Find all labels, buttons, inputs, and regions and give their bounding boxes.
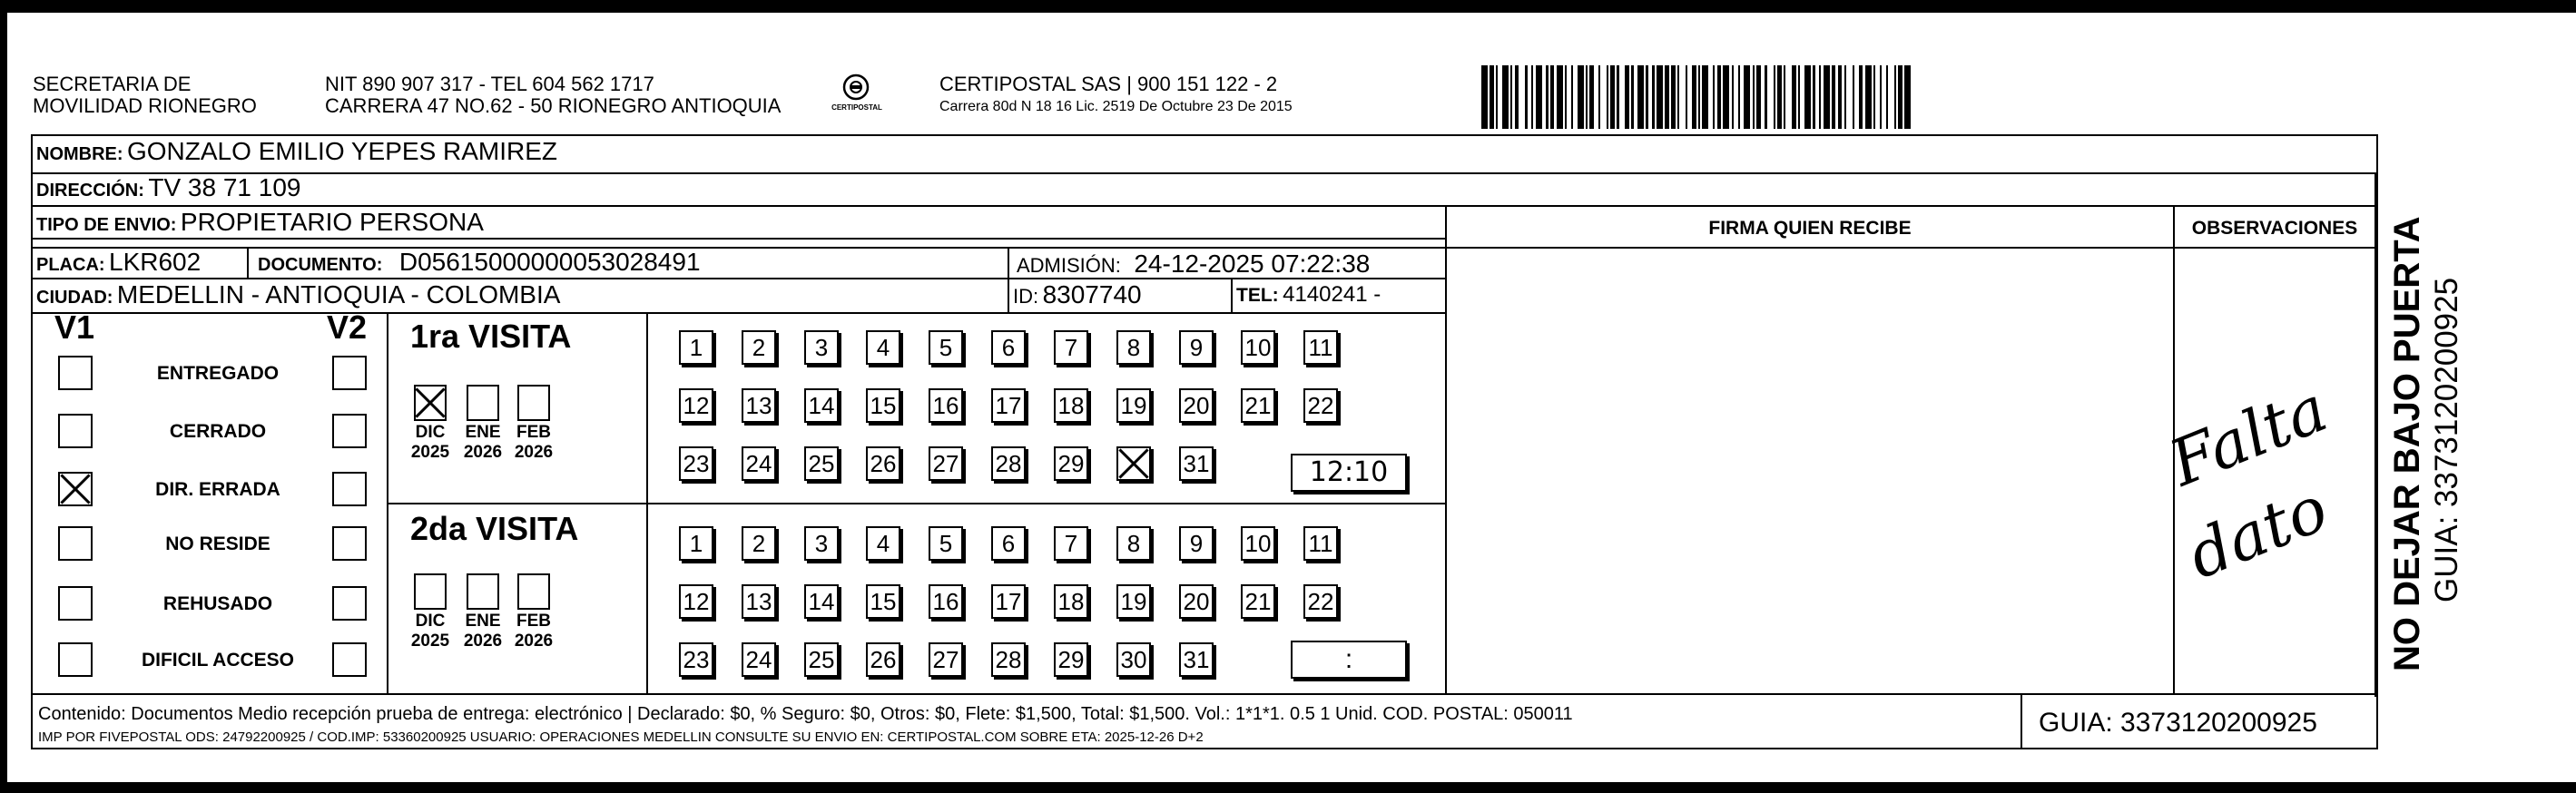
visit1-day-22[interactable]: 22 bbox=[1303, 388, 1338, 423]
barcode-bar bbox=[1804, 65, 1811, 129]
admision-label: ADMISIÓN: bbox=[1017, 254, 1121, 277]
id-value: 8307740 bbox=[1042, 280, 1142, 308]
status-label: ENTREGADO bbox=[156, 363, 280, 384]
visit2-day-30[interactable]: 30 bbox=[1116, 642, 1151, 677]
status-label: DIFICIL ACCESO bbox=[141, 650, 294, 671]
visit1-time: 12:10 bbox=[1291, 454, 1407, 492]
direccion-label: DIRECCIÓN: bbox=[36, 181, 144, 201]
visit1-day-29[interactable]: 29 bbox=[1054, 446, 1088, 481]
top-border bbox=[0, 0, 2576, 13]
row-divider bbox=[31, 693, 2378, 695]
id-cell bbox=[1013, 281, 1142, 313]
visit2-day-21[interactable]: 21 bbox=[1241, 584, 1275, 619]
direccion-row bbox=[36, 174, 300, 206]
visit1-day-6[interactable]: 6 bbox=[991, 330, 1026, 365]
visit2-day-14[interactable]: 14 bbox=[804, 584, 839, 619]
visit2-month-name: ENE bbox=[465, 612, 501, 631]
visit2-day-23[interactable]: 23 bbox=[679, 642, 713, 677]
visit1-day-13[interactable]: 13 bbox=[742, 388, 776, 423]
barcode bbox=[1481, 65, 2198, 129]
status-label: NO RESIDE bbox=[165, 534, 270, 554]
barcode-bar bbox=[1767, 65, 1774, 129]
visit2-day-28[interactable]: 28 bbox=[991, 642, 1026, 677]
documento-value: D05615000000053028491 bbox=[398, 248, 701, 276]
visit2-month-name: FEB bbox=[516, 612, 551, 631]
visit1-title: 1ra VISITA bbox=[410, 318, 572, 355]
bottom-border bbox=[0, 782, 2576, 793]
visit2-day-12[interactable]: 12 bbox=[679, 584, 713, 619]
visit2-day-15[interactable]: 15 bbox=[866, 584, 900, 619]
visit1-day-5[interactable]: 5 bbox=[929, 330, 963, 365]
visit2-title: 2da VISITA bbox=[410, 510, 579, 547]
visit2-day-10[interactable]: 10 bbox=[1241, 526, 1275, 561]
barcode-bar bbox=[1657, 65, 1663, 129]
visit1-month-year: 2025 bbox=[410, 443, 450, 462]
barcode-bar bbox=[1578, 65, 1584, 129]
barcode-bar bbox=[1865, 65, 1872, 129]
barcode-bar bbox=[1888, 65, 1894, 129]
col-divider bbox=[247, 247, 249, 279]
col-divider bbox=[1445, 205, 1447, 695]
visit2-day-9[interactable]: 9 bbox=[1179, 526, 1214, 561]
visit1-month-year: 2026 bbox=[514, 443, 554, 462]
visit2-day-3[interactable]: 3 bbox=[804, 526, 839, 561]
status-label: CERRADO bbox=[169, 421, 267, 442]
visit2-month-checkbox[interactable] bbox=[467, 573, 499, 610]
visit2-day-19[interactable]: 19 bbox=[1116, 584, 1151, 619]
visit2-month-name: DIC bbox=[415, 612, 446, 631]
tipo-row bbox=[36, 209, 484, 240]
barcode-bar bbox=[1744, 65, 1750, 129]
visit1-day-7[interactable]: 7 bbox=[1054, 330, 1088, 365]
col-divider bbox=[2020, 693, 2022, 749]
visit2-month-year: 2025 bbox=[410, 631, 450, 651]
visit1-day-11[interactable]: 11 bbox=[1303, 330, 1338, 365]
no-dejar-bajo-puerta: NO DEJAR BAJO PUERTA bbox=[2387, 216, 2427, 671]
visit-divider bbox=[387, 503, 648, 504]
barcode-bar bbox=[1679, 65, 1686, 129]
v2-checkbox[interactable] bbox=[332, 472, 367, 506]
visit-divider bbox=[646, 503, 1447, 504]
address-line: CARRERA 47 NO.62 - 50 RIONEGRO ANTIOQUIA bbox=[325, 94, 782, 117]
v2-checkbox[interactable] bbox=[332, 414, 367, 448]
visit1-day-2[interactable]: 2 bbox=[742, 330, 776, 365]
barcode-bar bbox=[1846, 65, 1853, 129]
visit2-day-5[interactable]: 5 bbox=[929, 526, 963, 561]
tel-value: 4140241 - bbox=[1283, 282, 1381, 307]
placa-label: PLACA: bbox=[36, 255, 105, 275]
v2-checkbox[interactable] bbox=[332, 356, 367, 390]
visit2-day-24[interactable]: 24 bbox=[742, 642, 776, 677]
barcode-bar bbox=[1785, 65, 1792, 129]
barcode-bar bbox=[1502, 65, 1509, 129]
visit1-day-31[interactable]: 31 bbox=[1179, 446, 1214, 481]
col-divider bbox=[1008, 247, 1009, 312]
visit2-day-22[interactable]: 22 bbox=[1303, 584, 1338, 619]
visit2-day-25[interactable]: 25 bbox=[804, 642, 839, 677]
visit2-day-31[interactable]: 31 bbox=[1179, 642, 1214, 677]
visit1-month-name: FEB bbox=[516, 423, 551, 442]
status-label: REHUSADO bbox=[162, 593, 273, 614]
visit1-day-14[interactable]: 14 bbox=[804, 388, 839, 423]
visit2-month-year: 2026 bbox=[463, 631, 503, 651]
org-name-line1: SECRETARIA DE bbox=[33, 73, 192, 95]
barcode-bar bbox=[1702, 65, 1708, 129]
v1-label: V1 bbox=[54, 308, 95, 346]
visit1-day-10[interactable]: 10 bbox=[1241, 330, 1275, 365]
v2-checkbox[interactable] bbox=[332, 642, 367, 677]
visit2-month-checkbox[interactable] bbox=[414, 573, 447, 610]
visit1-month-name: ENE bbox=[465, 423, 501, 442]
visit1-day-15[interactable]: 15 bbox=[866, 388, 900, 423]
v1-checkbox[interactable] bbox=[58, 642, 93, 677]
certipostal-logo bbox=[831, 71, 882, 120]
visit2-day-17[interactable]: 17 bbox=[991, 584, 1026, 619]
visit-divider bbox=[646, 312, 648, 693]
visit1-day-3[interactable]: 3 bbox=[804, 330, 839, 365]
footer-contenido: Contenido: Documentos Medio recepción prueba de entrega: electrónico | Declarado: $0, % Seguro: $0, Otros: $0, Flete: $1,500, Total: $1,500. Vol.: 1*1*1. 0.5 1 Unid. COD. POSTAL: 050011 bbox=[38, 704, 1573, 724]
visit1-month-checkbox[interactable] bbox=[414, 385, 447, 421]
documento-cell bbox=[258, 249, 701, 280]
ciudad-cell bbox=[36, 281, 560, 313]
visit1-day-17[interactable]: 17 bbox=[991, 388, 1026, 423]
v2-label: V2 bbox=[327, 308, 368, 346]
visit1-day-9[interactable]: 9 bbox=[1179, 330, 1214, 365]
visit2-time: : bbox=[1291, 641, 1407, 679]
side-guia: GUIA: 3373120200925 bbox=[2429, 277, 2464, 602]
visit1-day-25[interactable]: 25 bbox=[804, 446, 839, 481]
visit2-month-year: 2026 bbox=[514, 631, 554, 651]
visit1-day-16[interactable]: 16 bbox=[929, 388, 963, 423]
visit2-day-2[interactable]: 2 bbox=[742, 526, 776, 561]
visit2-day-18[interactable]: 18 bbox=[1054, 584, 1088, 619]
nit-line: NIT 890 907 317 - TEL 604 562 1717 bbox=[325, 73, 654, 95]
footer-guia: GUIA: 3373120200925 bbox=[2039, 708, 2317, 738]
courier-address: Carrera 80d N 18 16 Lic. 2519 De Octubre 23 De 2015 bbox=[939, 99, 1293, 114]
barcode-bar bbox=[1723, 65, 1729, 129]
courier-name: CERTIPOSTAL SAS | 900 151 122 - 2 bbox=[939, 73, 1278, 95]
visit1-day-1[interactable]: 1 bbox=[679, 330, 713, 365]
row-divider bbox=[31, 205, 2378, 207]
barcode-bar bbox=[1619, 65, 1626, 129]
handwritten-note-line1: Falta bbox=[2159, 371, 2337, 501]
visit2-day-26[interactable]: 26 bbox=[866, 642, 900, 677]
admision-value: 24-12-2025 07:22:38 bbox=[1134, 250, 1371, 278]
visit2-month-checkbox[interactable] bbox=[517, 573, 550, 610]
footer-impresion: IMP POR FIVEPOSTAL ODS: 24792200925 / COD.IMP: 53360200925 USUARIO: OPERACIONES MEDELLIN CONSULTE SU ENVIO EN: CERTIPOSTAL.COM SOBRE ETA: 2025-12-26 D+2 bbox=[38, 729, 1204, 745]
tipo-label: TIPO DE ENVIO: bbox=[36, 215, 177, 235]
visit1-month-checkbox[interactable] bbox=[517, 385, 550, 421]
visit1-day-28[interactable]: 28 bbox=[991, 446, 1026, 481]
visit1-day-24[interactable]: 24 bbox=[742, 446, 776, 481]
v1-checkbox[interactable] bbox=[58, 356, 93, 390]
visit2-day-29[interactable]: 29 bbox=[1054, 642, 1088, 677]
v1-checkbox[interactable] bbox=[58, 414, 93, 448]
visit1-day-19[interactable]: 19 bbox=[1116, 388, 1151, 423]
nombre-row bbox=[36, 138, 557, 170]
visit1-month-name: DIC bbox=[415, 423, 446, 442]
visit1-day-12[interactable]: 12 bbox=[679, 388, 713, 423]
visit1-month-checkbox[interactable] bbox=[467, 385, 499, 421]
visit2-day-16[interactable]: 16 bbox=[929, 584, 963, 619]
visit1-day-8[interactable]: 8 bbox=[1116, 330, 1151, 365]
placa-cell bbox=[36, 249, 201, 280]
status-label: DIR. ERRADA bbox=[155, 479, 280, 500]
logo-text: CERTIPOSTAL bbox=[831, 103, 882, 112]
handwritten-note-line2: dato bbox=[2178, 471, 2338, 593]
v2-checkbox[interactable] bbox=[332, 586, 367, 621]
nombre-label: NOMBRE: bbox=[36, 144, 123, 164]
visit1-day-23[interactable]: 23 bbox=[679, 446, 713, 481]
barcode-bar bbox=[1600, 65, 1607, 129]
visit2-day-7[interactable]: 7 bbox=[1054, 526, 1088, 561]
documento-label: DOCUMENTO: bbox=[258, 255, 383, 275]
visit1-day-30[interactable] bbox=[1116, 446, 1151, 481]
visit1-day-18[interactable]: 18 bbox=[1054, 388, 1088, 423]
barcode-bar bbox=[1481, 65, 1488, 129]
visit1-month-year: 2026 bbox=[463, 443, 503, 462]
visit2-day-8[interactable]: 8 bbox=[1116, 526, 1151, 561]
visit2-day-27[interactable]: 27 bbox=[929, 642, 963, 677]
barcode-bar bbox=[1904, 65, 1911, 129]
v2-checkbox[interactable] bbox=[332, 526, 367, 561]
ciudad-value: MEDELLIN - ANTIOQUIA - COLOMBIA bbox=[116, 280, 561, 308]
left-border bbox=[0, 0, 7, 793]
v1-checkbox[interactable] bbox=[58, 526, 93, 561]
ciudad-label: CIUDAD: bbox=[36, 288, 113, 308]
visit1-day-4[interactable]: 4 bbox=[866, 330, 900, 365]
barcode-bar bbox=[1824, 65, 1830, 129]
visit1-day-21[interactable]: 21 bbox=[1241, 388, 1275, 423]
barcode-bar bbox=[1536, 65, 1542, 129]
visit2-day-4[interactable]: 4 bbox=[866, 526, 900, 561]
observaciones-header: OBSERVACIONES bbox=[2191, 218, 2358, 239]
firma-header: FIRMA QUIEN RECIBE bbox=[1708, 218, 1912, 239]
visit1-day-26[interactable]: 26 bbox=[866, 446, 900, 481]
visit2-day-20[interactable]: 20 bbox=[1179, 584, 1214, 619]
col-divider bbox=[1231, 278, 1233, 312]
row-divider bbox=[31, 172, 2378, 174]
placa-value: LKR602 bbox=[109, 248, 202, 276]
tel-label: TEL: bbox=[1236, 285, 1279, 306]
visit1-day-20[interactable]: 20 bbox=[1179, 388, 1214, 423]
barcode-bar bbox=[1557, 65, 1563, 129]
barcode-bar bbox=[1519, 65, 1525, 129]
visit1-day-27[interactable]: 27 bbox=[929, 446, 963, 481]
barcode-bar bbox=[1911, 65, 1915, 129]
tel-cell bbox=[1236, 281, 1381, 311]
visit2-day-6[interactable]: 6 bbox=[991, 526, 1026, 561]
admision-cell bbox=[1017, 250, 1370, 282]
id-label: ID: bbox=[1013, 285, 1039, 308]
v1-checkbox[interactable] bbox=[58, 586, 93, 621]
col-divider bbox=[2374, 172, 2376, 697]
v1-checkbox[interactable] bbox=[58, 472, 93, 506]
logo-icon bbox=[833, 71, 879, 120]
visit2-day-11[interactable]: 11 bbox=[1303, 526, 1338, 561]
direccion-value: TV 38 71 109 bbox=[148, 173, 301, 201]
visit2-day-13[interactable]: 13 bbox=[742, 584, 776, 619]
nombre-value: GONZALO EMILIO YEPES RAMIREZ bbox=[127, 137, 558, 165]
tipo-value: PROPIETARIO PERSONA bbox=[180, 208, 484, 236]
visit2-day-1[interactable]: 1 bbox=[679, 526, 713, 561]
org-name-line2: MOVILIDAD RIONEGRO bbox=[33, 94, 257, 117]
barcode-bar bbox=[1637, 65, 1644, 129]
